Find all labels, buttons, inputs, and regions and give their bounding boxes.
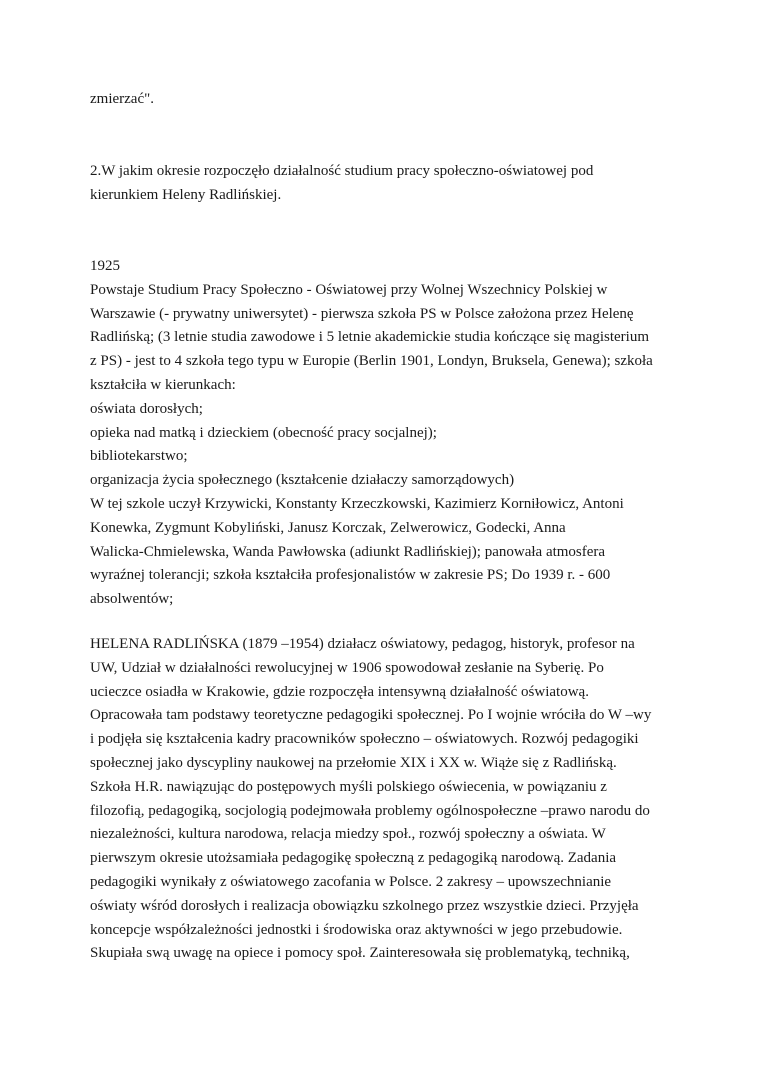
text-line: 2.W jakim okresie rozpoczęło działalność studium pracy społeczno-oświatowej pod [90, 163, 594, 179]
text-line: niezależności, kultura narodowa, relacja miedzy społ., rozwój społeczny a oświata. W [90, 826, 606, 843]
text-line: Walicka-Chmielewska, Wanda Pawłowska (adiunkt Radlińskiej); panowała atmosfera [90, 543, 606, 560]
text-line: pierwszym okresie utożsamiała pedagogikę społeczną z pedagogiką narodową. Zadania [90, 850, 617, 867]
text-line: kierunkiem Heleny Radlińskiej. [90, 186, 282, 203]
fragment-paragraph [90, 88, 680, 112]
text-line: Opracowała tam podstawy teoretyczne pedagogiki społecznej. Po I wojnie wróciła do W –wy [90, 707, 652, 724]
text-line: HELENA RADLIŃSKA (1879 –1954) działacz oświatowy, pedagog, historyk, profesor na [90, 636, 635, 652]
list-item: oświata dorosłych; [90, 400, 203, 417]
text-line: Warszawie (- prywatny uniwersytet) - pierwsza szkoła PS w Polsce założona przez Helenę [90, 305, 634, 322]
text-line: Szkoła H.R. nawiązując do postępowych myśli polskiego oświecenia, w powiązaniu z [90, 778, 607, 795]
text-line: zmierzać". [90, 91, 154, 107]
question-paragraph [90, 160, 680, 208]
text-line: społecznej jako dyscypliny naukowej na przełomie XIX i XX w. Wiąże się z Radlińską. [90, 754, 617, 771]
text-line: Skupiała swą uwagę na opiece i pomocy społ. Zainteresowała się problematyką, techniką, [90, 945, 630, 962]
list-item: organizacja życia społecznego (kształcenie działaczy samorządowych) [90, 472, 515, 489]
text-line: i podjęła się kształcenia kadry pracowników społeczno – oświatowych. Rozwój pedagogiki [90, 731, 639, 748]
year-line: 1925 [90, 258, 120, 274]
text-line: wyraźnej tolerancji; szkoła kształciła profesjonalistów w zakresie PS; Do 1939 r. - 600 [90, 567, 611, 584]
text-line: filozofią, pedagogiką, socjologią podejmowała problemy ogólnospołeczne –prawo narodu do [90, 802, 650, 819]
text-line: pedagogiki wynikały z oświatowego zacofania w Polsce. 2 zakresy – upowszechnianie [90, 873, 612, 890]
biography-paragraph [90, 633, 680, 966]
text-line: koncepcje współzależności jednostki i środowiska oraz aktywności w jego przebudowie. [90, 921, 623, 938]
text-line: Powstaje Studium Pracy Społeczno - Oświatowej przy Wolnej Wszechnicy Polskiej w [90, 281, 608, 298]
text-line: z PS) - jest to 4 szkoła tego typu w Europie (Berlin 1901, Londyn, Bruksela, Genewa); szkoła [90, 353, 653, 370]
text-line: Konewka, Zygmunt Kobyliński, Janusz Korczak, Zelwerowicz, Godecki, Anna [90, 519, 566, 536]
list-item: bibliotekarstwo; [90, 448, 188, 465]
text-line: kształciła w kierunkach: [90, 376, 236, 393]
text-line: oświaty wśród dorosłych i realizacja obowiązku szkolnego przez wszystkie dzieci. Przyjęła [90, 897, 639, 914]
text-line: Radlińską; (3 letnie studia zawodowe i 5 letnie akademickie studia kończące się magisterium [90, 329, 649, 346]
answer-paragraph [90, 255, 680, 612]
text-line: ucieczce osiadła w Krakowie, gdzie rozpoczęła intensywną działalność oświatową. [90, 683, 589, 700]
text-line: UW, Udział w działalności rewolucyjnej w 1906 spowodował zesłanie na Syberię. Po [90, 659, 604, 676]
text-line: absolwentów; [90, 591, 174, 608]
list-item: opieka nad matką i dzieckiem (obecność pracy socjalnej); [90, 424, 437, 441]
text-line: W tej szkole uczył Krzywicki, Konstanty Krzeczkowski, Kazimierz Korniłowicz, Antoni [90, 495, 624, 512]
